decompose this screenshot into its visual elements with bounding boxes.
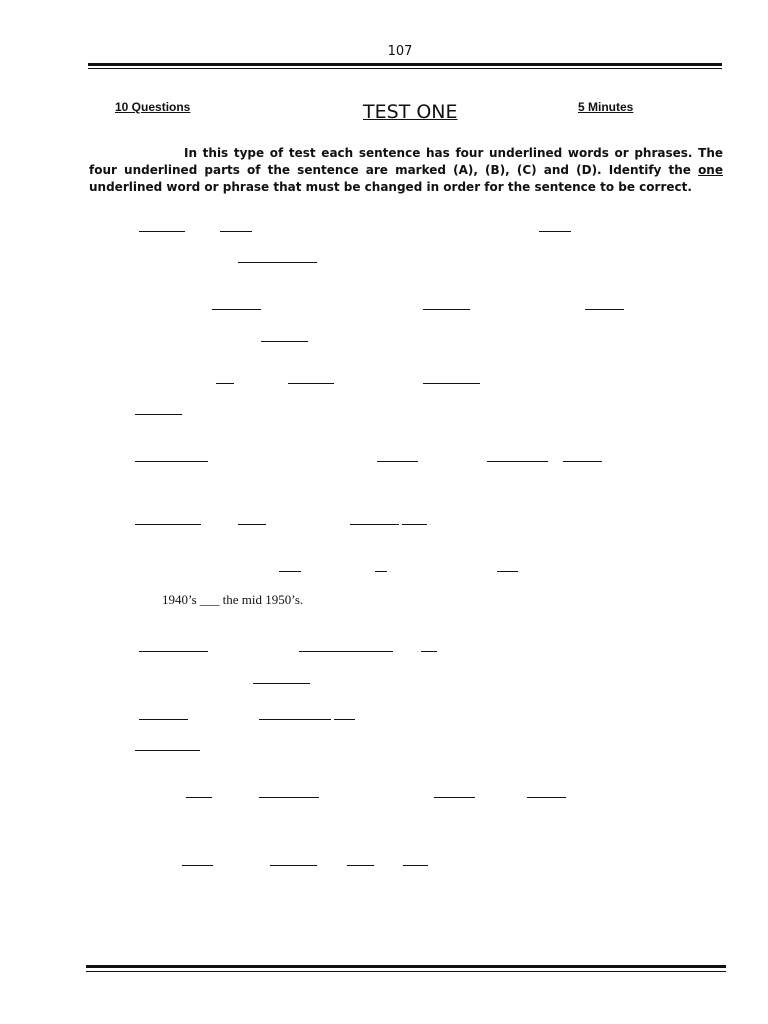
q9-underline-a	[182, 865, 213, 866]
top-rule-thick	[88, 63, 722, 66]
q2-underline-b	[423, 309, 470, 310]
page-number: 107	[387, 44, 413, 59]
q3-underline-b	[288, 383, 334, 384]
instructions-emphasis: one	[698, 163, 723, 177]
q5-sentence-fragment: 1940’s ___ the mid 1950’s.	[162, 592, 304, 607]
q5-underline-e	[279, 571, 301, 572]
time-limit-label: 5 Minutes	[578, 100, 634, 114]
q6-underline-d	[253, 683, 310, 684]
q7-underline-a	[139, 719, 188, 720]
q3-underline-d	[135, 414, 182, 415]
top-rule-thin	[88, 68, 722, 69]
q4-underline-c	[487, 461, 548, 462]
q7-underline-c	[334, 719, 355, 720]
q2-underline-a	[212, 309, 261, 310]
q3-underline-c	[423, 383, 480, 384]
q2-underline-d	[261, 341, 308, 342]
q5-underline-a	[135, 524, 201, 525]
q9-underline-c	[347, 865, 374, 866]
q1-underline-c	[539, 231, 571, 232]
q1-underline-a	[139, 231, 185, 232]
q4-underline-b	[377, 461, 418, 462]
q8-underline-c	[434, 797, 475, 798]
q5-underline-g	[497, 571, 518, 572]
q6-underline-c	[421, 651, 437, 652]
bottom-rule-thick	[86, 965, 726, 968]
q6-underline-a	[139, 651, 208, 652]
q4-underline-d	[563, 461, 602, 462]
instructions-text-part1: In this type of test each sentence has four underlined words or phrases. The four underlined parts of the sentence are marked (A), (B), (C) and (D). Identify the	[89, 146, 723, 177]
q6-underline-b	[299, 651, 393, 652]
q1-underline-d	[238, 262, 317, 263]
instructions-text-part2: underlined word or phrase that must be changed in order for the sentence to be correct.	[89, 180, 692, 194]
q5-underline-c	[350, 524, 399, 525]
q9-underline-b	[270, 865, 317, 866]
q9-underline-d	[403, 865, 428, 866]
q1-underline-b	[220, 231, 252, 232]
q7-underline-b	[259, 719, 331, 720]
test-title: TEST ONE	[363, 101, 458, 123]
q5-underline-b	[238, 524, 266, 525]
q8-underline-a	[186, 797, 212, 798]
q4-underline-a	[135, 461, 208, 462]
instructions-paragraph	[89, 145, 723, 196]
q8-underline-b	[259, 797, 319, 798]
questions-count-label: 10 Questions	[115, 100, 191, 114]
q8-underline-d	[527, 797, 566, 798]
bottom-rule-thin	[86, 971, 726, 972]
q7-underline-d	[135, 750, 200, 751]
q3-underline-a	[216, 383, 234, 384]
q2-underline-c	[585, 309, 624, 310]
q5-underline-f	[375, 571, 387, 572]
q5-underline-d	[402, 524, 427, 525]
